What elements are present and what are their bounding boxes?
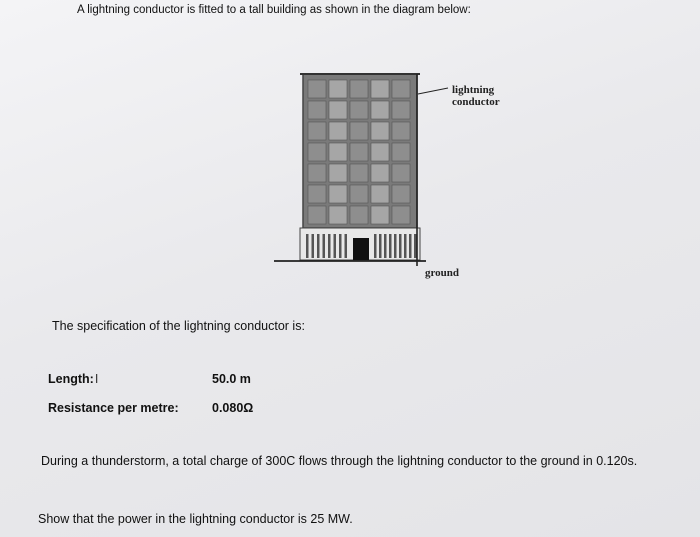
building-diagram bbox=[270, 70, 460, 270]
question-intro: A lightning conductor is fitted to a tall building as shown in the diagram below: bbox=[77, 4, 471, 16]
building-windows bbox=[308, 80, 410, 224]
base-column bbox=[323, 234, 326, 258]
base-column bbox=[339, 234, 342, 258]
building-window bbox=[392, 206, 410, 224]
building-window bbox=[329, 206, 347, 224]
building-window bbox=[329, 143, 347, 161]
lightning-conductor-label bbox=[452, 84, 500, 108]
building-window bbox=[350, 101, 368, 119]
base-column bbox=[404, 234, 407, 258]
length-value: 50.0 m bbox=[212, 372, 251, 386]
base-column bbox=[345, 234, 348, 258]
base-column bbox=[374, 234, 377, 258]
building-window bbox=[350, 143, 368, 161]
building-window bbox=[329, 80, 347, 98]
base-column bbox=[414, 234, 417, 258]
base-column bbox=[384, 234, 387, 258]
building-window bbox=[392, 80, 410, 98]
base-column bbox=[306, 234, 309, 258]
building-window bbox=[392, 185, 410, 203]
base-column bbox=[409, 234, 412, 258]
building-window bbox=[308, 122, 326, 140]
spec-heading: The specification of the lightning conductor is: bbox=[52, 319, 305, 333]
base-column bbox=[328, 234, 331, 258]
building-window bbox=[371, 185, 389, 203]
building-window bbox=[329, 122, 347, 140]
base-column bbox=[399, 234, 402, 258]
storm-text: During a thunderstorm, a total charge of 300C flows through the lightning conductor to the ground in 0.120s. bbox=[41, 454, 638, 468]
text-cursor-icon: I bbox=[94, 372, 99, 386]
length-label bbox=[48, 372, 98, 386]
building-window bbox=[308, 143, 326, 161]
building-window bbox=[308, 80, 326, 98]
base-column bbox=[334, 234, 337, 258]
building-window bbox=[371, 80, 389, 98]
resistance-value: 0.080Ω bbox=[212, 401, 254, 415]
building-window bbox=[308, 164, 326, 182]
building-window bbox=[350, 185, 368, 203]
building-window bbox=[329, 185, 347, 203]
building-window bbox=[392, 122, 410, 140]
length-label-text: Length: bbox=[48, 372, 94, 386]
building-window bbox=[371, 143, 389, 161]
building-window bbox=[350, 206, 368, 224]
building-window bbox=[329, 101, 347, 119]
building-window bbox=[308, 206, 326, 224]
building-window bbox=[371, 206, 389, 224]
resistance-label: Resistance per metre: bbox=[48, 401, 179, 415]
building-window bbox=[392, 101, 410, 119]
show-text: Show that the power in the lightning conductor is 25 MW. bbox=[38, 512, 353, 526]
base-column bbox=[379, 234, 382, 258]
building-window bbox=[350, 164, 368, 182]
building-window bbox=[350, 122, 368, 140]
building-window bbox=[308, 185, 326, 203]
building-window bbox=[308, 101, 326, 119]
building-window bbox=[350, 80, 368, 98]
building-window bbox=[392, 143, 410, 161]
base-column bbox=[312, 234, 315, 258]
building-window bbox=[371, 164, 389, 182]
base-column bbox=[389, 234, 392, 258]
ground-label: ground bbox=[425, 267, 460, 279]
building-door bbox=[353, 238, 369, 260]
conductor-pointer bbox=[418, 88, 448, 94]
lightning-label-line1: lightning bbox=[452, 84, 495, 96]
lightning-label-line2: conductor bbox=[452, 96, 500, 108]
base-column bbox=[317, 234, 320, 258]
building-window bbox=[392, 164, 410, 182]
building-window bbox=[371, 122, 389, 140]
building-window bbox=[329, 164, 347, 182]
base-column bbox=[394, 234, 397, 258]
building-window bbox=[371, 101, 389, 119]
